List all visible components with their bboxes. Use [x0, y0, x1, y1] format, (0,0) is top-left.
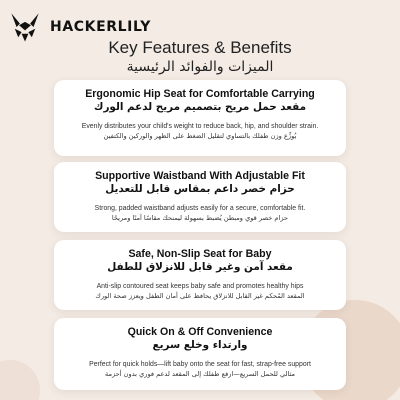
section-title-en: Key Features & Benefits	[108, 38, 292, 57]
section-header	[0, 38, 400, 75]
feature-card	[54, 318, 346, 390]
feature-title-ar: حزام خصر داعم بمقاس قابل للتعديل	[105, 182, 295, 195]
feature-title-ar: وارتداء وخلع سريع	[152, 338, 248, 351]
feature-desc-ar: المقعد المُحكم غير القابل للانزلاق يحافظ على أمان الطفل ويعزز صحة الورك	[95, 291, 305, 300]
brand-name: HACKERLILY	[50, 19, 152, 35]
feature-title-en: Supportive Waistband With Adjustable Fit	[95, 170, 305, 182]
feature-title-ar: مقعد آمن وغير قابل للانزلاق للطفل	[107, 260, 293, 273]
feature-desc-en: Anti-slip contoured seat keeps baby safe and promotes healthy hips	[96, 283, 304, 291]
decorative-circle	[0, 360, 40, 400]
feature-title-ar: مقعد حمل مريح بتصميم مريح لدعم الورك	[93, 100, 307, 113]
feature-title-en: Safe, Non-Slip Seat for Baby	[128, 248, 272, 260]
feature-card	[54, 162, 346, 232]
section-title-ar: الميزات والفوائد الرئيسية	[126, 59, 274, 75]
feature-desc-en: Strong, padded waistband adjusts easily for a secure, comfortable fit.	[94, 205, 306, 213]
feature-desc-ar: حزام خصر قوي ومبطن يُضبط بسهولة ليمنحك مقاسًا آمنًا ومريحًا	[111, 213, 289, 222]
feature-title-en: Quick On & Off Convenience	[127, 326, 273, 338]
feature-card	[54, 240, 346, 310]
feature-title-en: Ergonomic Hip Seat for Comfortable Carrying	[85, 88, 315, 100]
feature-desc-en: Evenly distributes your child's weight to reduce back, hip, and shoulder strain.	[81, 123, 319, 131]
feature-desc-en: Perfect for quick holds—lift baby onto the seat for fast, strap-free support	[89, 361, 311, 369]
feature-desc-ar: يُوزِّع وزن طفلك بالتساوي لتقليل الضغط على الظهر والوركين والكتفين	[103, 131, 297, 140]
feature-card	[54, 80, 346, 156]
feature-desc-ar: مثالي للحمل السريع—ارفع طفلك إلى المقعد لدعم فوري بدون أحزمة	[104, 369, 296, 378]
